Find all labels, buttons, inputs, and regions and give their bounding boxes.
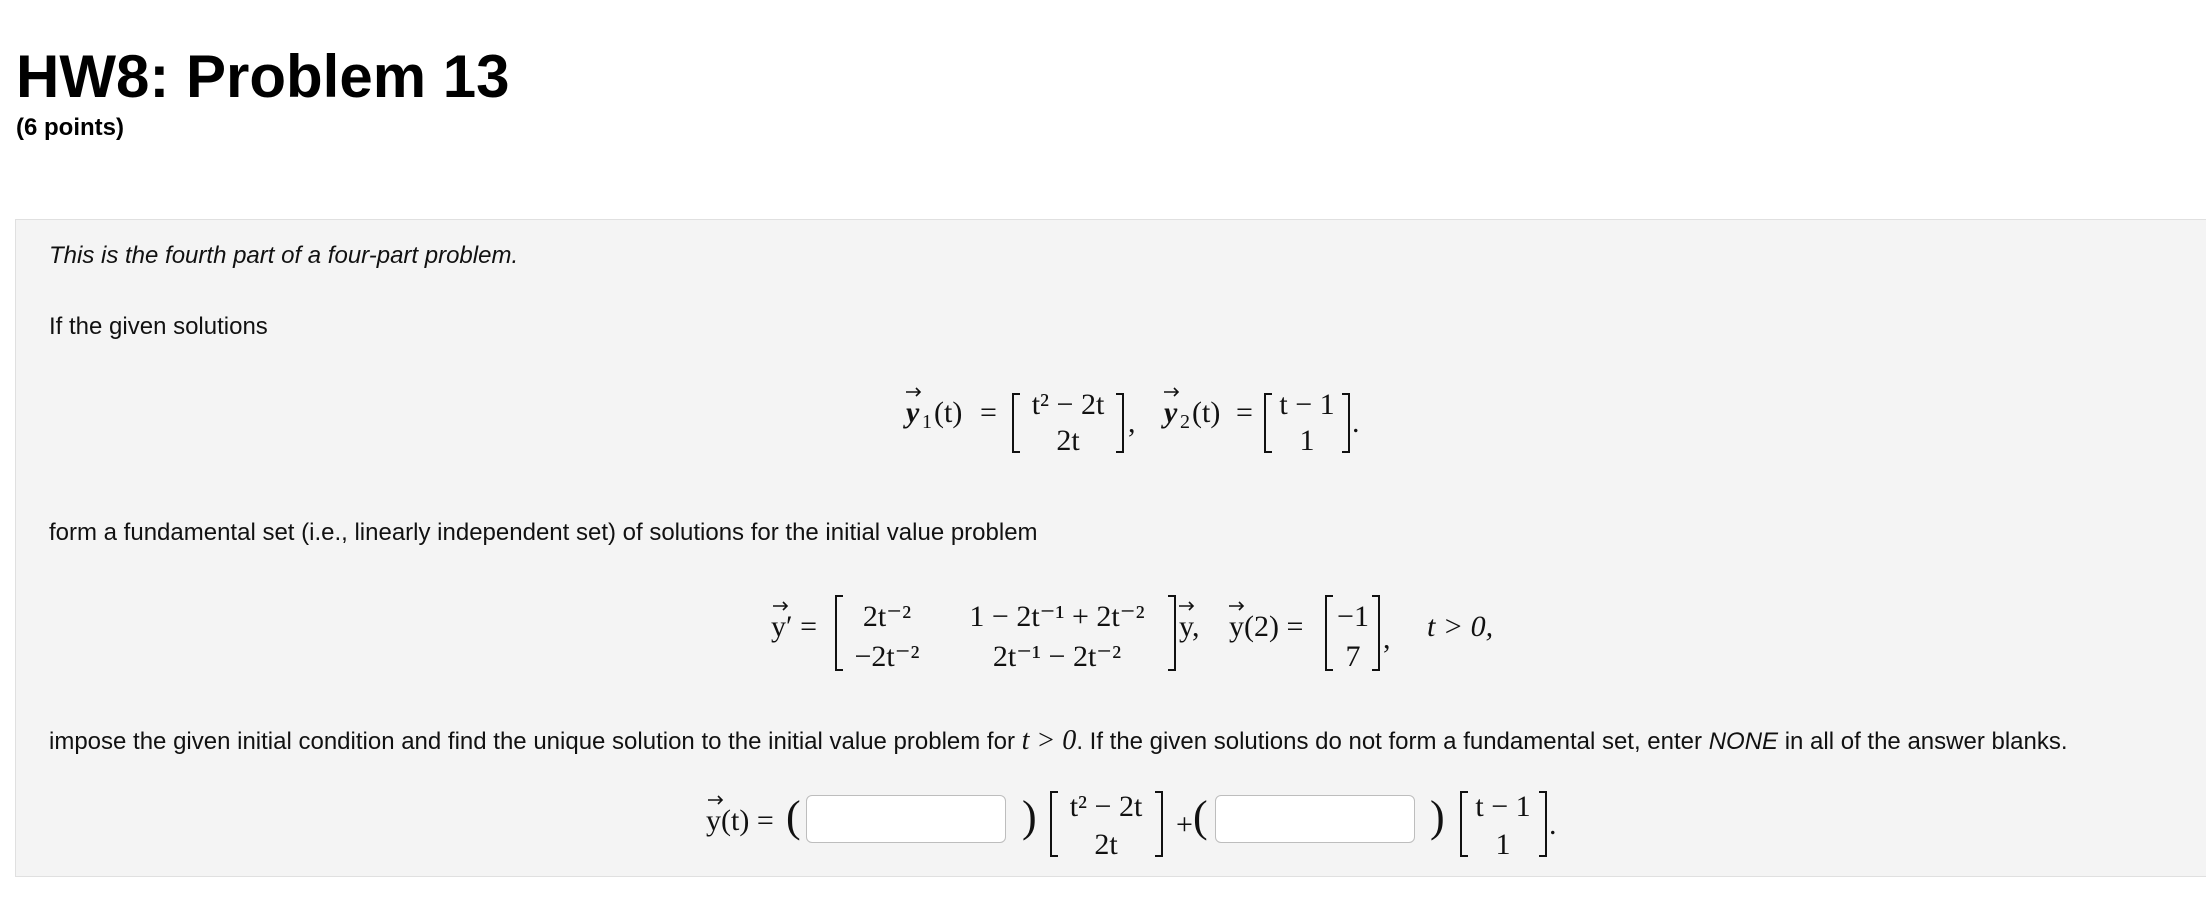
svg-text:.: . <box>1352 406 1360 439</box>
matrix-a22: 2t⁻¹ − 2t⁻² <box>992 640 1122 673</box>
svg-text:1: 1 <box>922 411 932 433</box>
impose-text: impose the given initial condition and find the unique solution to the initial value problem for t > 0. If the given solutions do not form a fundamental set, enter NONE in all of the answer blanks. <box>49 725 2068 756</box>
ivp-equation <box>751 570 1511 680</box>
given-solutions-equation <box>886 368 1386 468</box>
y2-symbol: y <box>1164 396 1178 429</box>
svg-text:.: . <box>1549 808 1557 841</box>
ic-top-entry: −1 <box>1337 600 1369 633</box>
matrix-a11: 2t⁻² <box>862 600 912 633</box>
matrix-a21: −2t⁻² <box>854 640 920 673</box>
svg-text:2: 2 <box>1180 411 1190 433</box>
answer-y1-top: t² − 2t <box>1069 790 1143 823</box>
svg-text:=: = <box>980 396 997 429</box>
c1-answer-input[interactable] <box>806 795 1006 843</box>
y2-top-entry: t − 1 <box>1279 388 1335 421</box>
answer-y2-bottom: 1 <box>1495 828 1511 861</box>
given-solutions-text: If the given solutions <box>49 313 268 340</box>
svg-text:,: , <box>1383 622 1391 655</box>
plus-sign: + <box>1176 808 1193 841</box>
intro-text: This is the fourth part of a four-part problem. <box>49 242 519 269</box>
answer-y2-top: t − 1 <box>1475 790 1531 823</box>
svg-text:(t): (t) <box>1192 396 1221 429</box>
svg-text:,: , <box>1128 406 1136 439</box>
c2-answer-input[interactable] <box>1215 795 1415 843</box>
y1-bottom-entry: 2t <box>1056 424 1080 457</box>
page-title: HW8: Problem 13 <box>16 43 510 110</box>
t-condition: t > 0, <box>1427 610 1494 643</box>
open-paren-2: ( <box>1193 792 1208 841</box>
y1-top-entry: t² − 2t <box>1031 388 1105 421</box>
initial-condition-lhs: y(2) = <box>1229 610 1304 643</box>
answer-lhs <box>686 780 786 860</box>
y1-symbol: y <box>906 396 920 429</box>
y-prime-lhs: y′ = <box>771 610 817 643</box>
open-paren-1: ( <box>786 792 801 841</box>
answer-y1-bottom: 2t <box>1094 828 1118 861</box>
points-label: (6 points) <box>16 114 124 141</box>
svg-text:(t): (t) <box>934 396 963 429</box>
ic-bottom-entry: 7 <box>1345 640 1361 673</box>
answer-y2-vector <box>1446 770 1586 870</box>
svg-text:y(t) =: y(t) = <box>706 804 774 837</box>
svg-text:=: = <box>1236 396 1253 429</box>
problem-box <box>15 219 2206 877</box>
fundamental-set-text: form a fundamental set (i.e., linearly independent set) of solutions for the initial value problem <box>49 519 1038 546</box>
matrix-a12: 1 − 2t⁻¹ + 2t⁻² <box>969 600 1145 633</box>
close-paren-2: ) <box>1430 792 1445 841</box>
close-paren-1: ) <box>1022 792 1037 841</box>
y2-bottom-entry: 1 <box>1299 424 1315 457</box>
y-vector-term: y, <box>1179 610 1200 643</box>
